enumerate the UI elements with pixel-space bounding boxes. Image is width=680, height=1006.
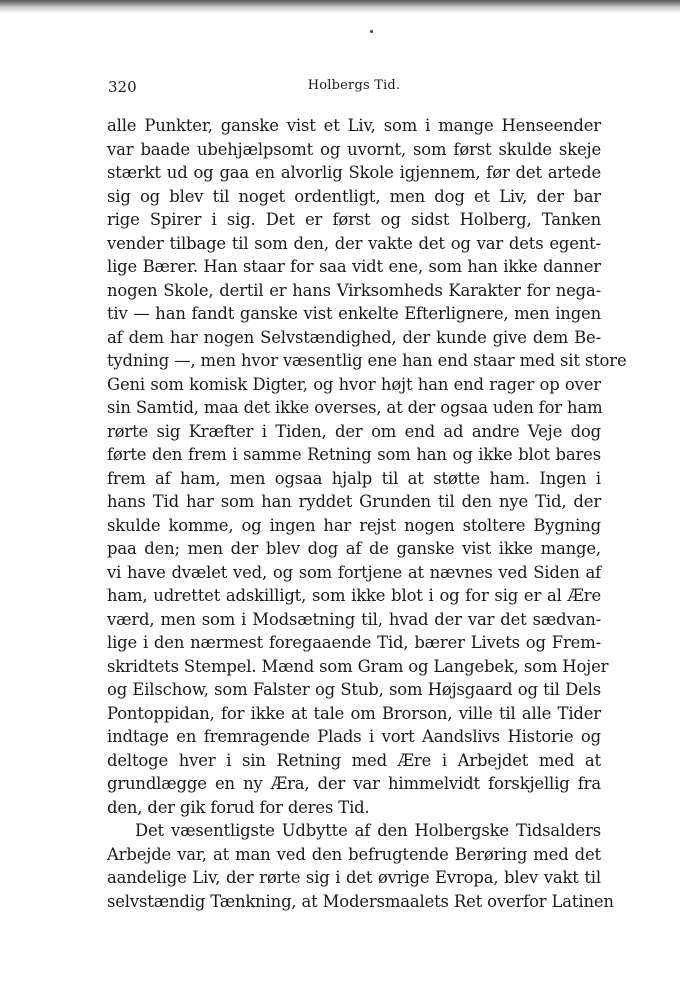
page-number: 320 (108, 78, 137, 96)
text-line: paa den; men der blev dog af de ganske vist ikke mange, (107, 539, 601, 558)
text-line: rige Spirer i sig. Det er først og sidst Holberg, Tanken (107, 210, 601, 229)
text-line: af dem har nogen Selvstændighed, der kunde give dem Be- (107, 327, 601, 347)
text-line: sig og blev til noget ordentligt, men dog et Liv, der bar (107, 186, 601, 206)
text-line: lige i den nærmest foregaaende Tid, bærer Livets og Frem- (107, 633, 601, 652)
text-line: alle Punkter, ganske vist et Liv, som i mange Henseender (107, 116, 601, 135)
text-line: lige Bærer. Han staar for saa vidt ene, som han ikke danner (107, 257, 601, 276)
scan-top-edge (0, 0, 680, 14)
text-line: var baade ubehjælpsomt og uvornt, som først skulde skeje (107, 139, 601, 159)
text-line: rørte sig Kræfter i Tiden, der om end ad andre Veje dog (107, 421, 601, 441)
text-line: Arbejde var, at man ved den befrugtende Berøring med det (107, 844, 601, 864)
text-line-paragraph-start: Det væsentligste Udbytte af den Holbergske Tidsalders (135, 821, 601, 840)
text-line: skridtets Stempel. Mænd som Gram og Langebek, som Hojer (107, 656, 609, 676)
text-line: tydning —, men hvor væsentlig ene han end staar med sit store (107, 351, 627, 370)
text-line: hans Tid har som han ryddet Grunden til den nye Tid, der (107, 492, 601, 511)
text-line: aandelige Liv, der rørte sig i det øvrige Evropa, blev vakt til (107, 868, 601, 887)
text-line: og Eilschow, som Falster og Stub, som Højsgaard og til Dels (107, 680, 601, 699)
text-line: vender tilbage til som den, der vakte det og var dets egent- (107, 233, 601, 253)
text-line: Geni som komisk Digter, og hvor højt han end rager op over (107, 374, 601, 394)
text-line: stærkt ud og gaa en alvorlig Skole igjennem, før det artede (107, 163, 601, 182)
page-header (108, 78, 600, 98)
text-line: selvstændig Tænkning, at Modersmaalets Ret overfor Latinen (107, 891, 614, 911)
text-line-paragraph-end: den, der gik forud for deres Tid. (107, 797, 370, 817)
text-line: vi have dvælet ved, og som fortjene at nævnes ved Siden af (107, 562, 601, 582)
text-line: frem af ham, men ogsaa hjalp til at støtte ham. Ingen i (107, 468, 601, 488)
text-line: indtage en fremragende Plads i vort Aandslivs Historie og (107, 727, 601, 746)
text-line: tiv — han fandt ganske vist enkelte Efterlignere, men ingen (107, 304, 601, 323)
scan-speck (370, 30, 373, 33)
text-line: nogen Skole, dertil er hans Virksomheds Karakter for nega- (107, 280, 601, 300)
text-line: Pontoppidan, for ikke at tale om Brorson, ville til alle Tider (107, 703, 601, 723)
text-line: førte den frem i samme Retning som han og ikke blot bares (107, 445, 601, 464)
running-title: Holbergs Tid. (307, 78, 401, 93)
text-line: deltoge hver i sin Retning med Ære i Arbejdet med at (107, 750, 601, 770)
text-line: værd, men som i Modsætning til, hvad der var det sædvan- (107, 609, 601, 629)
body-text (107, 114, 627, 913)
text-line: ham, udrettet adskilligt, som ikke blot i og for sig er al Ære (107, 586, 601, 605)
text-line: grundlægge en ny Æra, der var himmelvidt forskjellig fra (107, 774, 601, 793)
text-line: skulde komme, og ingen har rejst nogen stoltere Bygning (107, 515, 601, 535)
text-line: sin Samtid, maa det ikke overses, at der ogsaa uden for ham (107, 398, 603, 417)
